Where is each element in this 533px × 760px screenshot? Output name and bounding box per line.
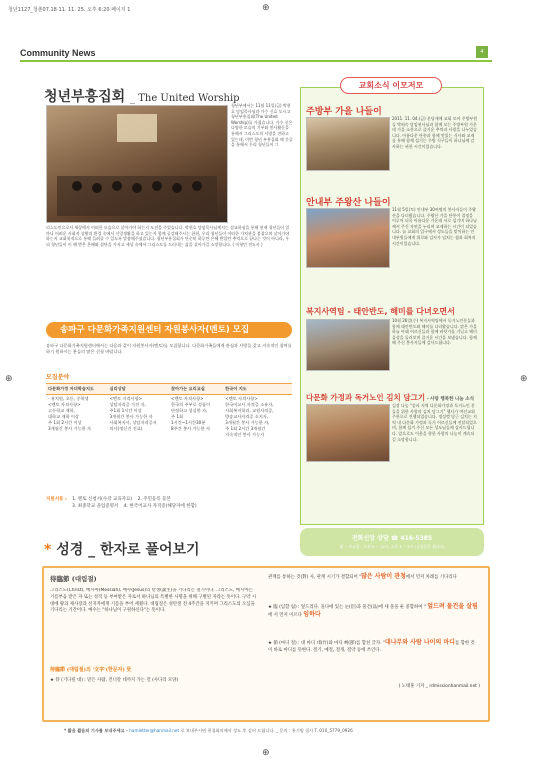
- bible-section-title: [44, 539, 200, 559]
- kimchi-sharing-photo: [306, 404, 390, 462]
- registration-mark-icon-right: ⊕: [520, 374, 528, 384]
- page-number: 4: [476, 46, 488, 58]
- news-title-kimchi-text: 다문화 가정과 독거노인 김치 담그기: [306, 393, 426, 402]
- dict-highlight: 엎드려 물건을 살핌: [427, 603, 478, 610]
- news-title-kitchen: 주방부 가을 나들이: [306, 107, 382, 117]
- dict-right-mid-text: ★ 臨 (임할 림) : 엎드리다. 돌다에 있는 눈(臣)과 물건(品)에 세 물을 둔 중합하여 ": [268, 605, 428, 610]
- volunteer-doc-item: 2. 주민등록 등본: [137, 497, 171, 502]
- news-body-welfare: 10월 26일(수) 복지사역팀에서 독거노인분들과 함께 태안반도와 해미를 다녀왔습니다. 맑은 가을 하늘 아래 어르신들과 함께 바닷가를 거닐고 해미읍성을 둘러보며 즐거운 시간을 보냈습니다. 함께해 주신 봉사자들께 감사드립니다.: [392, 318, 477, 346]
- youth-article-title-text: 청년부흥집회: [44, 89, 126, 105]
- dict-right-intro-text: 관계를 통하는 것(對) 사, 관계 시기가 결합되어 ": [268, 575, 362, 580]
- volunteer-col-header: 다문화가정 자녀학습지도: [46, 384, 108, 395]
- volunteer-doc-item: 1. 멘토 신청서(수강 교육자료): [72, 497, 133, 502]
- youth-worship-photo: [46, 105, 228, 223]
- dict-right-end-text2: 를 합한 것이 바로 마디를 뜻한다. 절기, 예절, 절개, 절약 등에 쓰인다.: [268, 641, 475, 653]
- dict-right-intro: [268, 574, 478, 582]
- news-title-kimchi: [306, 392, 474, 403]
- volunteer-col-header: 한국어 지도: [223, 384, 292, 395]
- photo-shapes-icon: [47, 106, 227, 222]
- dict-highlight: 많은 사람이 관청: [361, 573, 406, 580]
- guide-outing-photo: [306, 208, 390, 268]
- registration-mark-icon-bottom: ⊕: [262, 748, 270, 758]
- news-body-guide: 11월 5일(토) 안내부 30여명의 봉사자들이 주왕산을 다녀왔습니다. 주왕산 가을 단풍이 절정을 이루어 더욱 아름다운 가운데 서로 섬기며 하나님께서 주신 자연을 누리며 교제하는 시간이 되었습니다. 늘 교회의 입구에서 성도들을 맞이하는 안내부원들에게 위로와 감사가 넘치는 쉼과 회복의 시간이었습니다.: [392, 207, 477, 246]
- dict-right-end-text: ★ 節 (마디 절) : 대 마디 대(竹)와 마디 뼈(卽)를 합친 글자. ": [268, 641, 385, 646]
- welfare-trip-photo: [306, 319, 390, 371]
- volunteer-table: [46, 383, 292, 439]
- news-body-kimchi: 김장 나눔 "송파 지역 다문화가정과 독거노인 분들을 위한 사랑의 김치 담그기" 행사가 여선교회 주관으로 진행되었습니다. 정성껏 담근 김치는 지역 내 다문화 가정과 독거 어르신들께 전달되었으며, 함께 섬겨 주신 모든 성도님들께 감사드립니다. 앞으로도 이웃을 향한 사랑의 나눔이 계속되길 소망합니다.: [392, 403, 477, 442]
- dict-highlight: 임하다: [303, 610, 321, 618]
- volunteer-table-header-row: [46, 384, 292, 395]
- section-title: Community News: [20, 48, 96, 58]
- phone-counseling-hours: 월 ~ 토요일 : 오전 9 ~ 12시, 오후 1 ~ 5시 (공휴일은 쉽니다): [339, 544, 445, 549]
- dict-right-mid-text2: 에 서 먼저 이르다: [268, 612, 304, 618]
- volunteer-cell: <멘토 자격사항> 한국어교사 자격증 소유자, 사회복지학과, 교원자격증, 방송교사자격증 소지자, 3개월간 봉사 가능한 자, 주 1회 2시간 3개월간 지속적인 봉사 가능자: [225, 396, 274, 437]
- registration-mark-icon: ⊕: [262, 3, 270, 13]
- volunteer-section-label: 모집분야: [46, 374, 70, 381]
- church-news-badge: 교회소식 이모저모: [340, 77, 442, 94]
- volunteer-cell: <멘토 자격사항> 상담자격증 가진 자, 주1회 1시간 이상 3개월간 봉사 가능한 자 사회복지사, 상담자격증자 의사(정신건 진료): [109, 396, 157, 431]
- volunteer-cell: <멘토 자격사항> 한국의 주부로 성품이 단정하고 성실한 자, 주 1회 1시간~1시간30분 8주간 봉사 가능한 자: [171, 396, 211, 431]
- volunteer-table-wrap: [46, 383, 292, 439]
- dict-right-mid: [268, 604, 478, 620]
- volunteer-docs: [46, 497, 292, 510]
- footer-suffix: 로 보내주시면 편집회의에서 성도 후 실어 드립니다. _ 문의 : 홍기범 집사 T. 010_5779_0926: [180, 728, 353, 733]
- dict-right-end: [268, 640, 478, 655]
- volunteer-col-header: 찾아가는 요리교실: [169, 384, 223, 395]
- dict-entry-line: ★ 待 (기다릴 대) : 맡은 사람, 건너갈 데까지 가는 걸 (사다리 모양): [50, 678, 179, 683]
- registration-mark-icon-left: ⊕: [5, 374, 13, 384]
- bible-title-star: *: [44, 542, 52, 558]
- bible-title-text: 성경 _ 한자로 풀어보기: [56, 542, 200, 558]
- footer-contact: [64, 728, 484, 734]
- phone-counseling-box: [300, 528, 484, 556]
- news-body-kitchen: 2011. 11. 04.(금) 분당새에 교회 모아 주방부원들 박혀숙 담임권사님과 함께 모는 주방부원 가운데 가을 소풍으로 즐거운 추억과 사랑을 나누었습니다. 아름다운 단풍과 함께 맛있는 식사와 교제를 통해 함께 섬기는 주방 식구들이 하나님께 감사하는 귀한 시간이었습니다.: [392, 116, 478, 149]
- phone-counseling-number: 전화신앙 상담 ☎ 416-5385: [351, 535, 433, 542]
- print-header-info: 청년1127_청춘07.18 11. 11. 25. 오후 6:20 페이지 1: [8, 7, 131, 13]
- dict-highlight: 대나무와 사람 나이의 마디: [384, 639, 455, 646]
- youth-article-subtitle: _ The United Worship: [130, 93, 240, 104]
- volunteer-cell: - 유치원, 초등, 중학생 <멘토 자격사항> 고등학교 재학, 대학교 재학 이상 주 1회 2시간 이상 3개월간 봉사 가능한 자: [48, 396, 92, 431]
- volunteer-intro: 송파구 다문화가족지원센터에서는 다음과 같이 자원봉사자(멘토)를 모집합니다. 다문화가족들에게 관심과 사랑을 갖고 지속적인 참여를 하기 원하시는 분들의 많은 신청 바랍니다.: [46, 343, 292, 354]
- dict-entry-title: 待臨節 (대림절): [50, 575, 97, 583]
- dict-right-intro-text2: 에서 먼저 차례를 기다리다: [405, 575, 457, 580]
- news-title-guide: 안내부 주왕산 나들이: [306, 198, 391, 208]
- bible-signature: ( 노태훈 기자 _ rdmissionhanmail.net ): [398, 684, 480, 689]
- dict-entry-subtitle: 待臨節 (대림절)의 '文字'(한문자) 뜻: [50, 667, 132, 673]
- volunteer-table-row: [46, 395, 292, 440]
- dict-left-body: 그리스도(Christ), 메시아(Messiah), 예수(Jesus)의 탄생(誕生)을 기다리는 절기이다. 그리스도, 메시아는 기름부음 받은 자 또는 성직 등 부여받은 자로서 하나님의 특별한 사명을 위해 구별된 자라는 뜻이다. 구약 시대에 왕과 제사장과 선지자에게 기름을 부어 세웠다. 대림절은 성탄절 전 4주간을 지키며 그리스도의 오심을 기다리는 기간이다. 예수는 "하나님이 구원하신다"는 뜻이다.: [50, 588, 257, 614]
- footer-email-link[interactable]: hamletter@hanmail.net: [129, 728, 180, 733]
- volunteer-doc-item: 4. 한국어교사 자격증(해당자에 한함): [123, 503, 197, 509]
- volunteer-col-header: 심리상담: [108, 384, 170, 395]
- news-title-welfare: 복지사역팀 - 태안반도, 해미를 다녀오면서: [306, 307, 455, 316]
- kitchen-outing-photo: [306, 117, 390, 171]
- news-title-kimchi-suffix: - 사랑 행복한 나눔 소식: [425, 397, 474, 402]
- volunteer-apply-label: 지원서류 :: [46, 497, 67, 502]
- footer-prefix: * 짧음 짧음의 기사를 보내주세요 -: [64, 728, 130, 733]
- youth-article-body-bottom: 리스도인으로서 세상에서 어떠한 모습으로 살아가야 하는지 도전을 주었습니다. 박현호 담임목사님께서는 설교하심을 통해 현재 청년들이 얼마나 어려운 사회적 상황과 환경 속에서 신앙생활을 하고 있는지 함께 공감해주시는 한편, 우리 청년들이 어떠한 가치관을 붙잡으며 살아가야 하는지 교회학적으로 통해 들려줄 수 있도록 말씀해주셨습니다. 청년부흥집회가 단순히 하루만 은혜 받았던 추억으로 끝나는 것이 아니라, 우리 청년들이 이 해 받은 은혜와 결단을 가지고 세상 속에서 그리스도를 드러내는 삶을 살아가길 소망합니다. ( 이형민 전도사 ): [46, 225, 290, 247]
- volunteer-banner: 송파구 다문화가족지원센터 자원봉사자(멘토) 모집: [46, 322, 292, 338]
- youth-article-title: [44, 86, 240, 106]
- youth-article-body-top: 청년부에서는 11월 11일(금) 박현호 담임목사님과 가수 신효 도시고 청년부흥집회(The United Worship)를 가졌습니다. 가수 신은 다양한 모습의 기부와 봉사활동을 통해서 그리스도의 사랑을 전하고 있는데, 이번 청년 부흥집회 때 간증을 통해서 우리 청년들이 그: [231, 103, 293, 148]
- volunteer-doc-item: 3. 최종학교 졸업증명서: [72, 503, 119, 509]
- header-divider: [20, 60, 492, 62]
